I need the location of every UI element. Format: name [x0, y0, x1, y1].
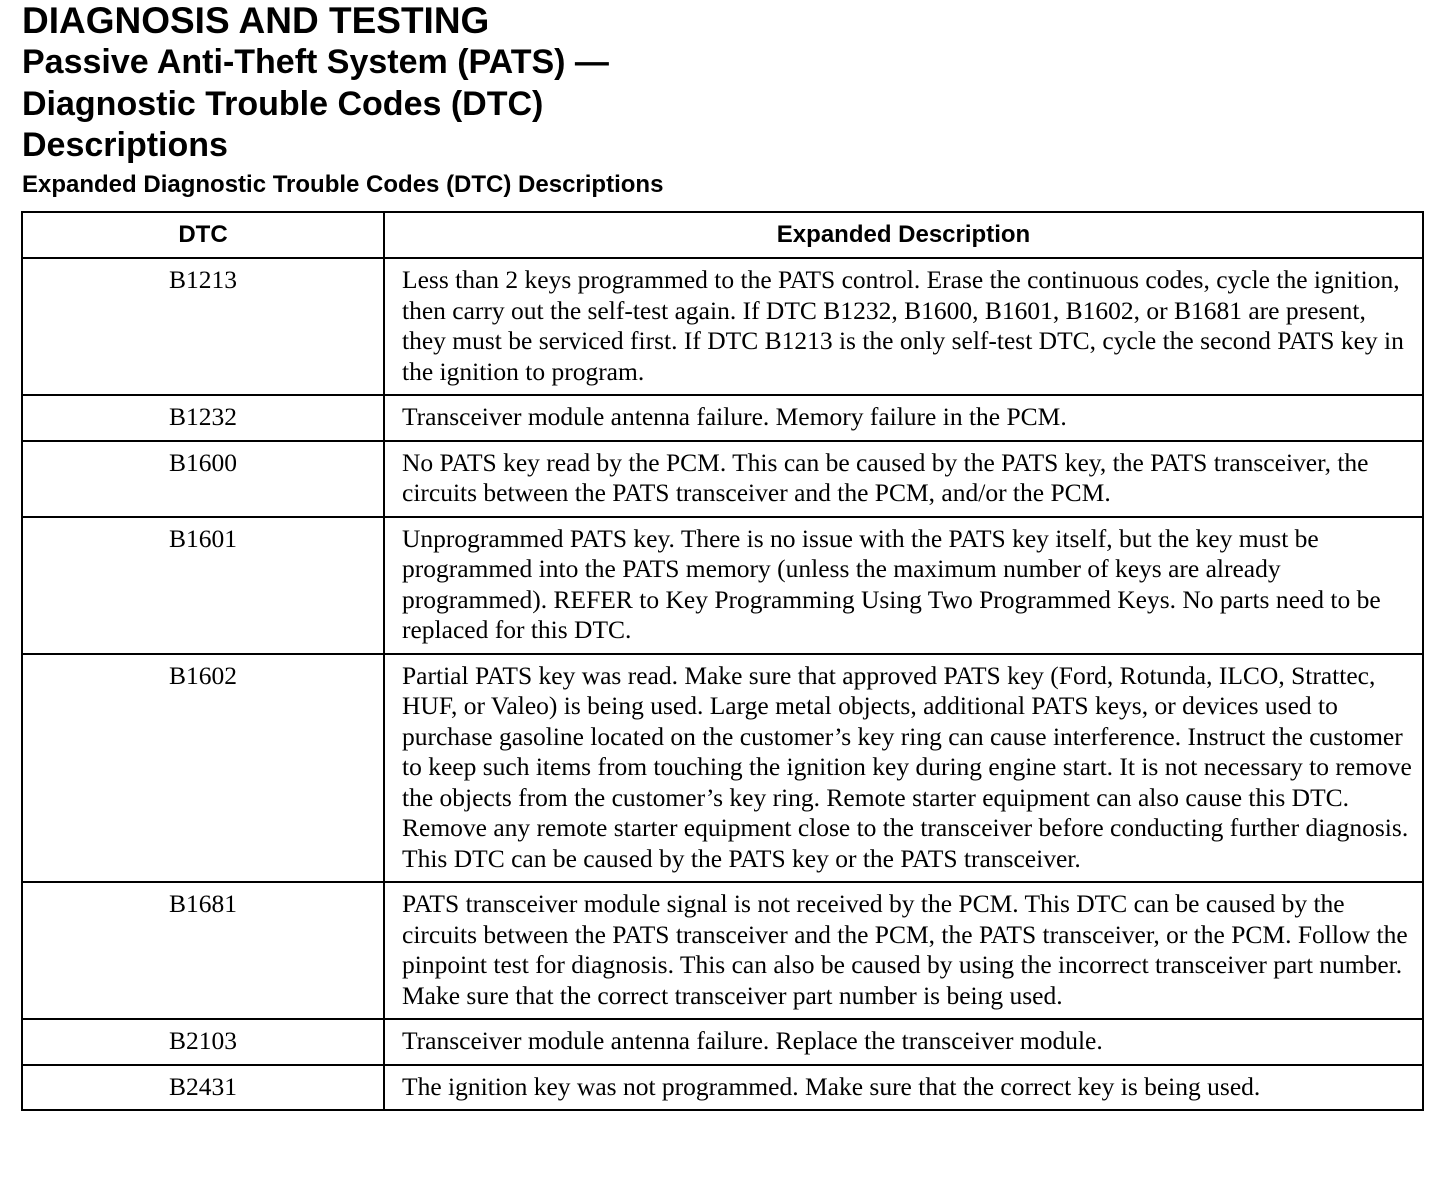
table-row	[22, 1019, 1423, 1065]
dtc-description: Transceiver module antenna failure. Memory failure in the PCM.	[384, 395, 1423, 441]
dtc-description: No PATS key read by the PCM. This can be caused by the PATS key, the PATS transceiver, the circuits between the PATS transceiver and the PCM, and/or the PCM.	[384, 441, 1423, 517]
dtc-code: B1213	[22, 258, 384, 395]
table-header-row	[22, 212, 1423, 258]
dtc-code: B2103	[22, 1019, 384, 1065]
section-title: DIAGNOSIS AND TESTING	[22, 0, 490, 41]
dtc-code: B1681	[22, 882, 384, 1019]
table-row	[22, 1065, 1423, 1111]
dtc-code: B1602	[22, 654, 384, 883]
dtc-description: PATS transceiver module signal is not received by the PCM. This DTC can be caused by the circuits between the PATS transceiver and the PCM, the PATS transceiver, or the PCM. Follow the pinpoint test for diagnosis. This can also be caused by using the incorrect transceiver part number. Make sure that the correct transceiver part number is being used.	[384, 882, 1423, 1019]
dtc-description: Transceiver module antenna failure. Replace the transceiver module.	[384, 1019, 1423, 1065]
dtc-description: Unprogrammed PATS key. There is no issue with the PATS key itself, but the key must be programmed into the PATS memory (unless the maximum number of keys are already programmed). REFER to Key Programming Using Two Programmed Keys. No parts need to be replaced for this DTC.	[384, 517, 1423, 654]
table-row	[22, 517, 1423, 654]
dtc-code: B1232	[22, 395, 384, 441]
table-row	[22, 258, 1423, 395]
dtc-code: B1600	[22, 441, 384, 517]
dtc-code: B2431	[22, 1065, 384, 1111]
table-row	[22, 654, 1423, 883]
subtitle-line-2: Diagnostic Trouble Codes (DTC)	[22, 84, 544, 123]
column-header-description: Expanded Description	[384, 212, 1423, 258]
table-row	[22, 441, 1423, 517]
dtc-description: The ignition key was not programmed. Make sure that the correct key is being used.	[384, 1065, 1423, 1111]
table-row	[22, 882, 1423, 1019]
dtc-description: Partial PATS key was read. Make sure that approved PATS key (Ford, Rotunda, ILCO, Strattec, HUF, or Valeo) is being used. Large metal objects, additional PATS keys, or devices used to purchase gasoline located on the customer’s key ring can cause interference. Instruct the customer to keep such items from touching the ignition key during engine start. It is not necessary to remove the objects from the customer’s key ring. Remote starter equipment can also cause this DTC. Remove any remote starter equipment close to the transceiver before conducting further diagnosis. This DTC can be caused by the PATS key or the PATS transceiver.	[384, 654, 1423, 883]
page-heading	[22, 0, 663, 200]
subtitle-line-1: Passive Anti-Theft System (PATS) —	[22, 43, 609, 81]
table-caption: Expanded Diagnostic Trouble Codes (DTC) Descriptions	[22, 170, 664, 198]
dtc-code: B1601	[22, 517, 384, 654]
column-header-dtc: DTC	[22, 212, 384, 258]
dtc-description: Less than 2 keys programmed to the PATS control. Erase the continuous codes, cycle the ignition, then carry out the self-test again. If DTC B1232, B1600, B1601, B1602, or B1681 are present, they must be serviced first. If DTC B1213 is the only self-test DTC, cycle the second PATS key in the ignition to program.	[384, 258, 1423, 395]
subtitle-line-3: Descriptions	[22, 126, 228, 164]
table-row	[22, 395, 1423, 441]
dtc-table	[21, 211, 1424, 1111]
